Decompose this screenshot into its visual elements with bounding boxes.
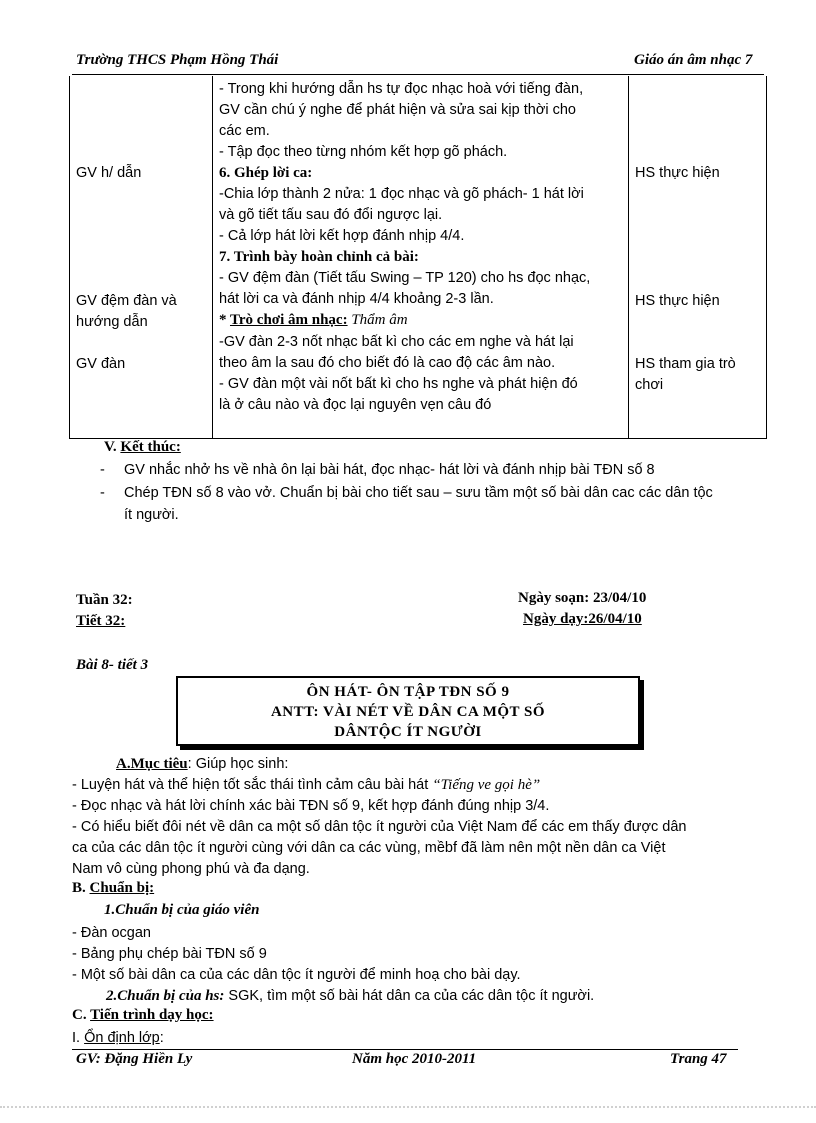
section-7-heading: 7. Trình bày hoàn chỉnh cả bài: [219, 249, 419, 265]
ket-thuc-item-2-cont: ít người. [124, 507, 179, 523]
title-line-3: DÂNTỘC ÍT NGƯỜI [334, 724, 482, 740]
game-label: Trò chơi âm nhạc: [229, 312, 348, 328]
chuan-bi-gv-item: - Bảng phụ chép bài TĐN số 9 [72, 946, 267, 962]
chuan-bi-gv-item: - Một số bài dân ca của các dân tộc ít người để minh hoạ cho bài dạy. [72, 967, 521, 983]
right-hs-tham-gia-2: chơi [635, 377, 664, 393]
bai-label: Bài 8- tiết 3 [76, 657, 149, 673]
middle-line: và gõ tiết tấu sau đó đổi ngược lại. [219, 207, 443, 223]
middle-line: GV cần chú ý nghe để phát hiện và sửa sai kịp thời cho [219, 102, 576, 118]
ngay-day: Ngày dạy:26/04/10 [523, 611, 642, 627]
chuan-bi-gv-heading: 1.Chuẩn bị của giáo viên [104, 902, 260, 918]
ket-thuc-bullet: - [100, 462, 105, 478]
title-line-2: ANTT: VÀI NÉT VỀ DÂN CA MỘT SỐ [270, 704, 546, 720]
right-hs-tham-gia-1: HS tham gia trò [635, 356, 736, 372]
right-hs-thuc-hien-2: HS thực hiện [635, 293, 720, 309]
muc-tieu-item-3-cont: ca của các dân tộc ít người cùng với dân ca các vùng, mềbf đã làm nên một nền dân ca Việt [72, 840, 666, 856]
middle-line: -Chia lớp thành 2 nửa: 1 đọc nhạc và gõ phách- 1 hát lời [219, 186, 584, 202]
middle-line: - GV đàn một vài nốt bất kì cho hs nghe và phát hiện đó [219, 376, 578, 392]
footer-rule [72, 1049, 738, 1050]
tien-trinh-heading: C. Tiến trình dạy học: [72, 1007, 214, 1023]
left-gv-dem-dan-1: GV đệm đàn và [76, 293, 177, 309]
section-6-heading: 6. Ghép lời ca: [219, 165, 313, 181]
middle-line: là ở câu nào và đọc lại nguyên vẹn câu đó [219, 397, 492, 413]
muc-tieu-item-1: - Luyện hát và thể hiện tốt sắc thái tình cảm câu bài hát “Tiếng ve gọi hè” [72, 777, 541, 793]
middle-line: hát lời ca và đánh nhịp 4/4 khoảng 2-3 lần. [219, 291, 494, 307]
left-gv-huong-dan: GV h/ dẫn [76, 165, 142, 181]
footer-nam-hoc: Năm học 2010-2011 [352, 1051, 477, 1067]
header-rule [72, 74, 764, 75]
ket-thuc-bullet: - [100, 485, 105, 501]
middle-line: các em. [219, 123, 270, 139]
muc-tieu-item-3: - Có hiểu biết đôi nét về dân ca một số dân tộc ít người của Việt Nam để các em thấy được dân [72, 819, 687, 835]
muc-tieu-item-3-end: Nam vô cùng phong phú và đa dạng. [72, 861, 310, 877]
middle-line: -GV đàn 2-3 nốt nhạc bất kì cho các em nghe và hát lại [219, 334, 574, 350]
ket-thuc-item-2: Chép TĐN số 8 vào vở. Chuẩn bị bài cho tiết sau – sưu tầm một số bài dân cac các dân tộc [124, 485, 713, 501]
right-hs-thuc-hien-1: HS thực hiện [635, 165, 720, 181]
footer-gv: GV: Đặng Hiền Ly [76, 1051, 193, 1067]
left-gv-dem-dan-2: hướng dẫn [76, 314, 148, 330]
middle-line: - Trong khi hướng dẫn hs tự đọc nhạc hoà với tiếng đàn, [219, 81, 584, 97]
middle-line: - Tập đọc theo từng nhóm kết hợp gõ phách. [219, 144, 508, 160]
ngay-soan: Ngày soạn: 23/04/10 [518, 590, 647, 606]
chuan-bi-gv-item: - Đàn ocgan [72, 925, 151, 941]
chuan-bi-heading: B. Chuẩn bị: [72, 880, 155, 896]
game-heading: * Trò chơi âm nhạc: Thẩm âm [219, 312, 408, 328]
muc-tieu-item-2: - Đọc nhạc và hát lời chính xác bài TĐN số 9, kết hợp đánh đúng nhịp 3/4. [72, 798, 550, 814]
page-edge-dots [0, 1106, 816, 1108]
chuan-bi-hs: 2.Chuẩn bị của hs: SGK, tìm một số bài hát dân ca của các dân tộc ít người. [106, 988, 595, 1004]
tuan: Tuần 32: [76, 592, 133, 608]
middle-line: - Cả lớp hát lời kết hợp đánh nhịp 4/4. [219, 228, 465, 244]
title-line-1: ÔN HÁT- ÔN TẬP TĐN SỐ 9 [306, 684, 510, 700]
header-subject: Giáo án âm nhạc 7 [634, 52, 753, 68]
game-name: Thẩm âm [351, 312, 408, 328]
ket-thuc-item-1: GV nhắc nhở hs về nhà ôn lại bài hát, đọc nhạc- hát lời và đánh nhịp bài TĐN số 8 [124, 462, 655, 478]
middle-line: theo âm la sau đó cho biết đó là cao độ các âm nào. [219, 355, 556, 371]
tiet: Tiết 32: [76, 613, 126, 629]
muc-tieu-heading: A.Mục tiêu: Giúp học sinh: [116, 756, 289, 772]
lesson-title-box [176, 676, 640, 746]
on-dinh-lop: I. Ổn định lớp: [72, 1030, 164, 1046]
left-gv-dan: GV đàn [76, 356, 126, 372]
ket-thuc-heading: V. Kết thúc: [104, 439, 181, 455]
middle-line: - GV đệm đàn (Tiết tấu Swing – TP 120) cho hs đọc nhạc, [219, 270, 591, 286]
footer-trang: Trang 47 [670, 1051, 727, 1067]
header-school: Trường THCS Phạm Hồng Thái [76, 52, 279, 68]
